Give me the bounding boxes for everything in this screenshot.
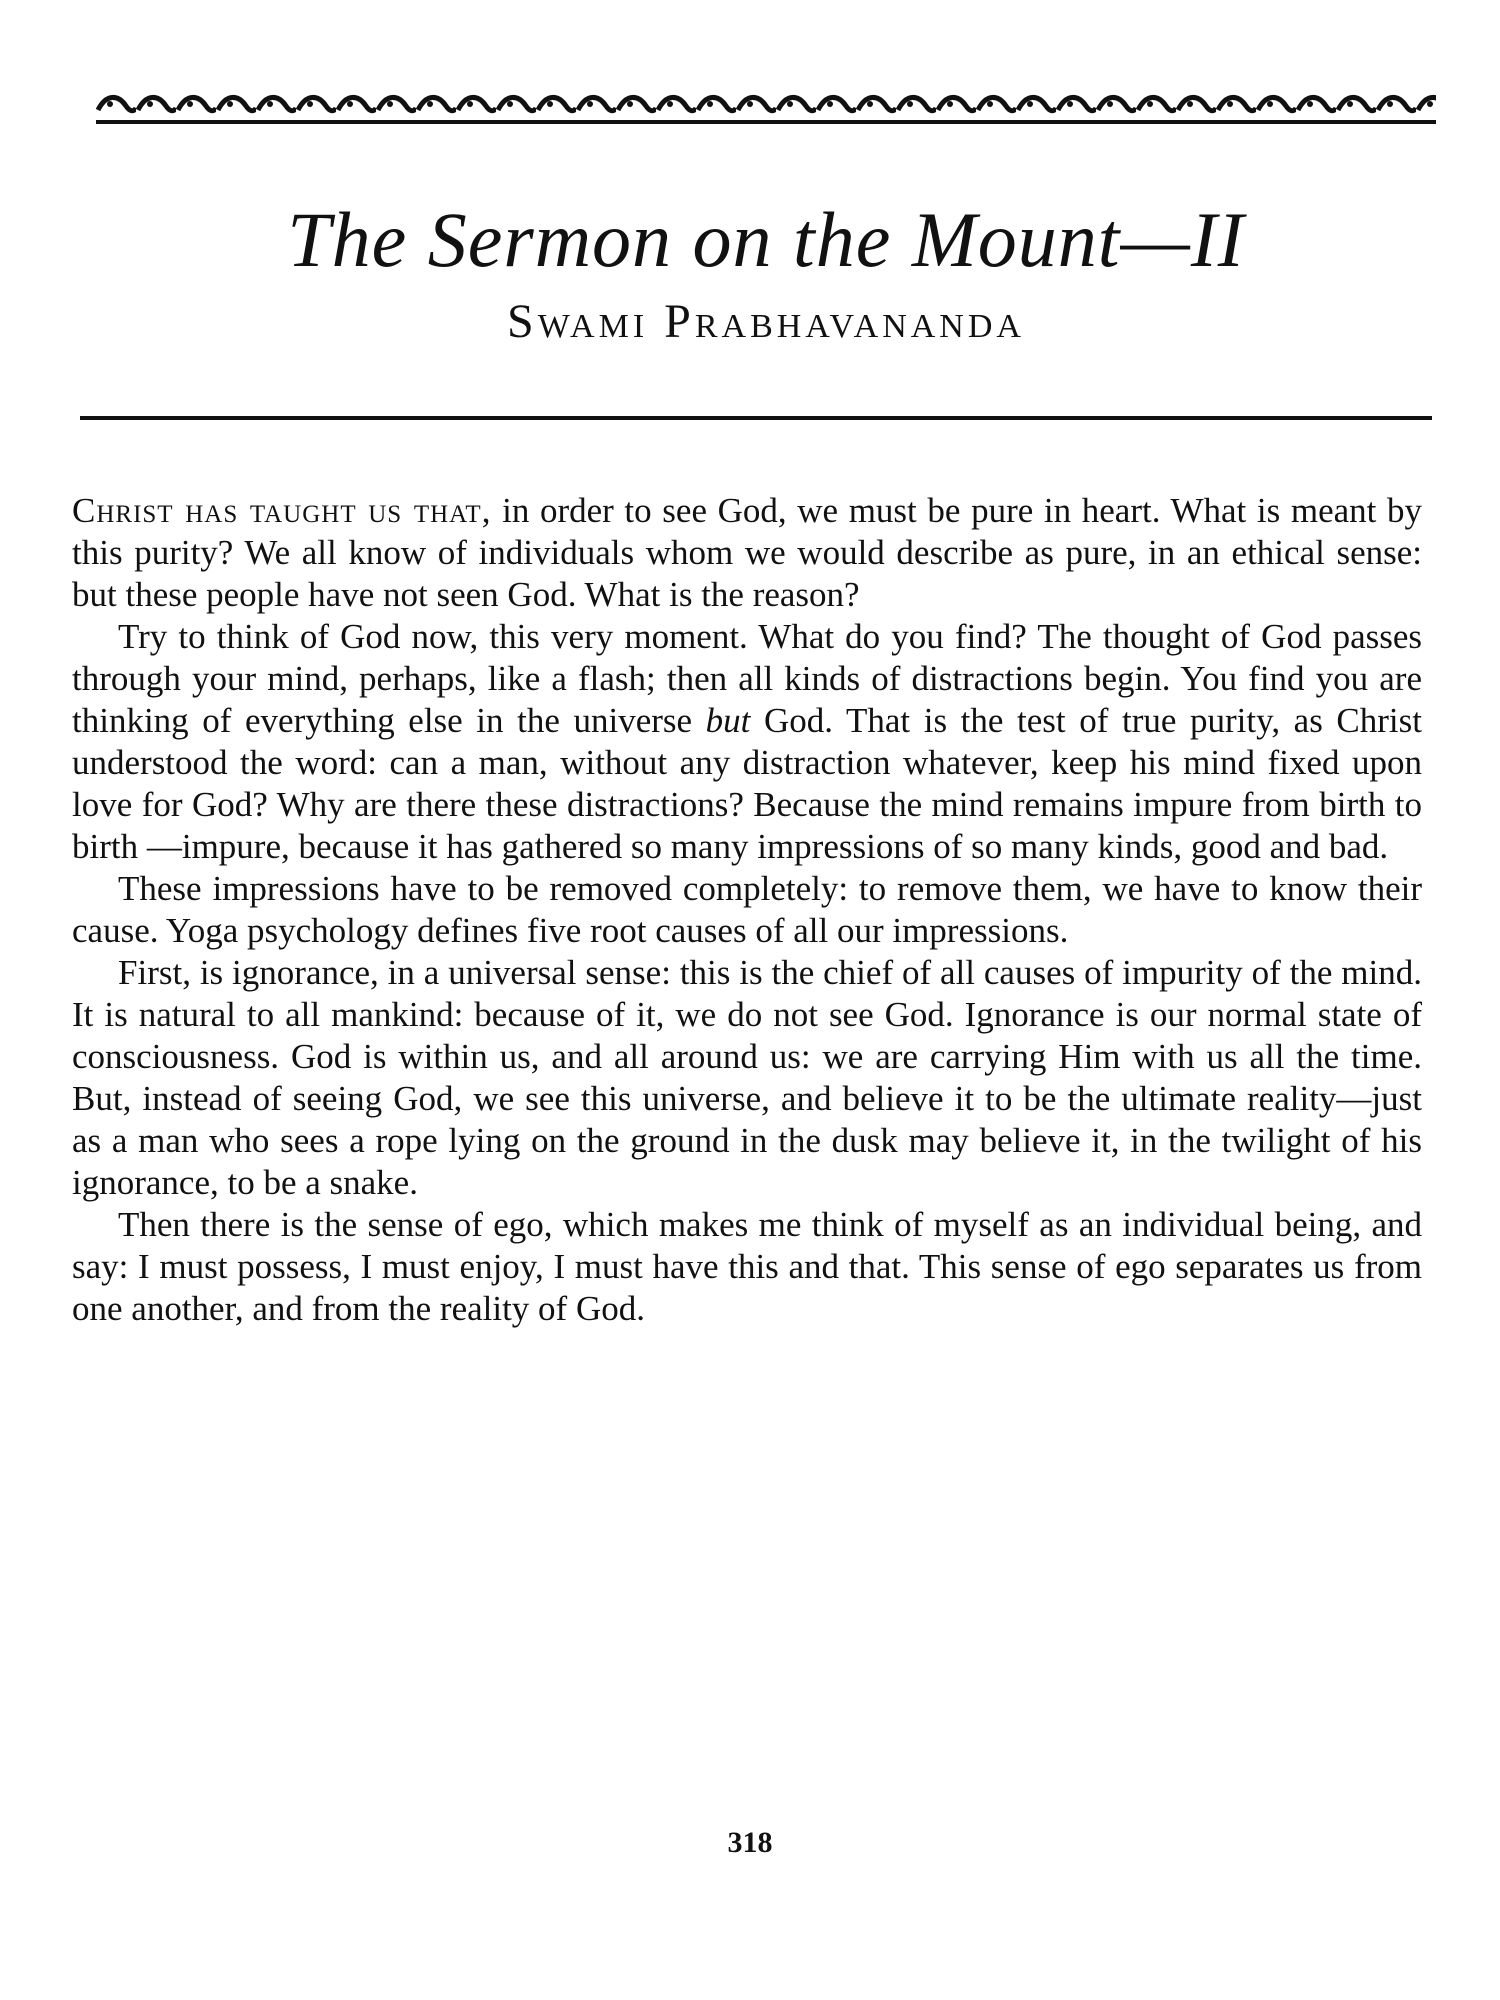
paragraph-5: Then there is the sense of ego, which makes me think of myself as an individual being, and say: I must possess, I must enjoy, I must have this and that. This sense of ego separates us from one another, and from the reality of God.: [72, 1205, 1422, 1328]
paragraph-2-emphasis: but: [705, 701, 751, 740]
paragraph-1-text: in order to see God, we must be pure in heart. What is meant by this purity? We all know of individuals whom we would describe as pure, in an ethical sense: but these people have not seen God. What is the reason?: [72, 491, 1423, 614]
article-body: [72, 490, 1422, 1330]
paragraph-2-text-pre: Try to think of God now, this very moment. What do you find? The thought of God passes through your mind, perhaps, like a flash; then all kinds of distractions begin. You find you are thinking of everything else in the universe: [72, 617, 1422, 740]
article-title: The Sermon on the Mount—II: [287, 196, 1245, 283]
article-author: Swami Prabhavananda: [507, 295, 1025, 348]
paragraph-2: [72, 616, 1422, 868]
paragraph-1: [72, 490, 1422, 616]
paragraph-3: These impressions have to be removed completely: to remove them, we have to know their cause. Yoga psychology defines five root causes of all our impressions.: [72, 869, 1422, 950]
title-divider: [80, 416, 1432, 420]
top-rule: [96, 120, 1436, 124]
page-number: 318: [727, 1826, 773, 1859]
paragraph-1-lead: Christ has taught us that,: [72, 491, 492, 530]
paragraph-2-text-post: God. That is the test of true purity, as Christ understood the word: can a man, without any distraction whatever, keep his mind fixed upon love for God? Why are there these distractions? Because the mind remains impure from birth to birth —impure, because it has gathered so many impressions of so many kinds, good and bad.: [72, 701, 1422, 866]
paragraph-4: First, is ignorance, in a universal sense: this is the chief of all causes of impurity of the mind. It is natural to all mankind: because of it, we do not see God. Ignorance is our normal state of consciousness. God is within us, and all around us: we are carrying Him with us all the time. But, instead of seeing God, we see this universe, and believe it to be the ultimate reality—just as a man who sees a rope lying on the ground in the dusk may believe it, in the twilight of his ignorance, to be a snake.: [72, 953, 1422, 1202]
